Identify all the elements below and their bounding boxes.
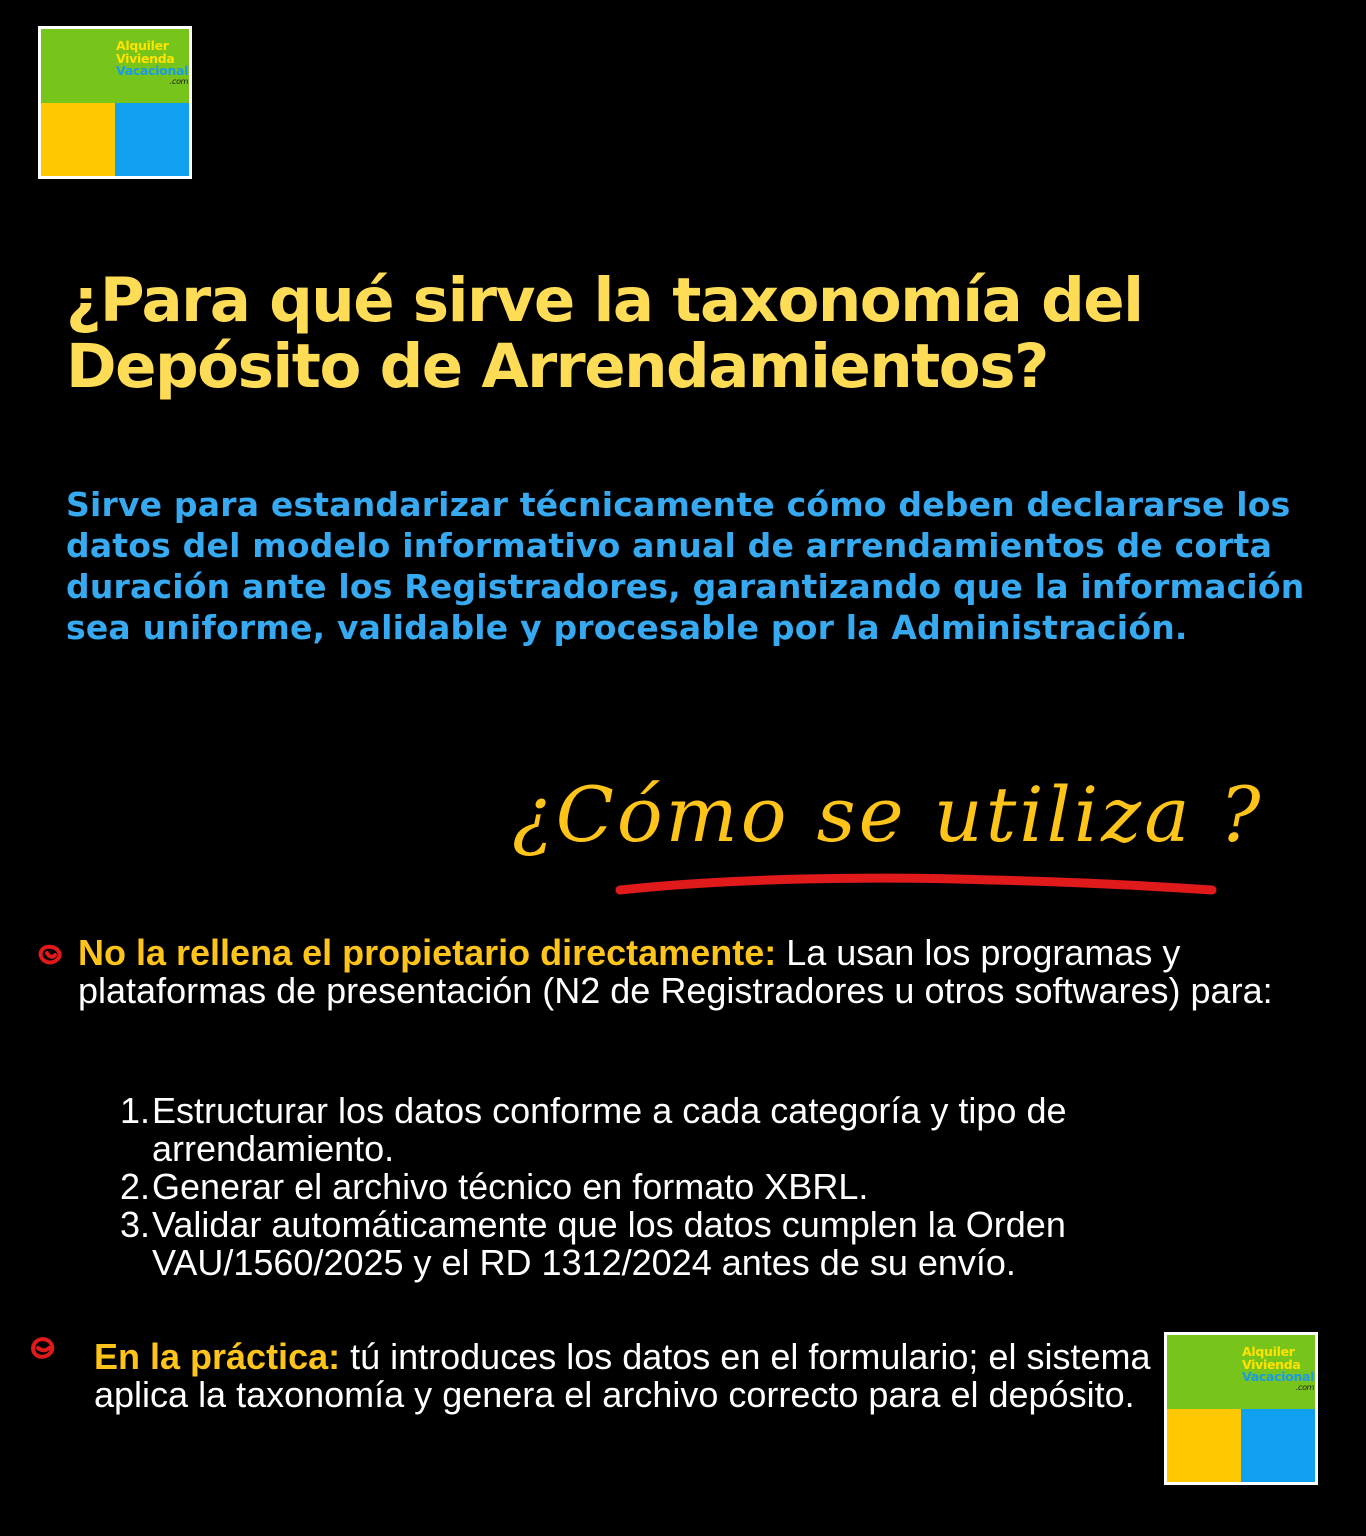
logo-line-3: Vacacional xyxy=(1242,1369,1315,1384)
logo-line-2: Vivienda xyxy=(116,50,175,66)
logo-text xyxy=(116,40,188,86)
section-owner-lead: No la rellena el propietario directamente: xyxy=(78,932,777,973)
logo-line-2: Vivienda xyxy=(1242,1356,1301,1372)
section-practice-text: tú introduces los datos en el formulario; el sistema aplica la taxonomía y genera el archivo correcto para el depósito. xyxy=(94,1336,1151,1415)
list-item xyxy=(110,1206,1310,1282)
list-item xyxy=(110,1168,1310,1206)
steps-list xyxy=(110,1092,1310,1282)
logo-line-4: .com xyxy=(1295,1382,1315,1392)
heading-underline xyxy=(612,872,1222,902)
step-text: Generar el archivo técnico en formato XBRL. xyxy=(152,1166,869,1207)
step-number: 2. xyxy=(119,1166,150,1207)
logo-text xyxy=(1242,1346,1314,1392)
step-number: 3. xyxy=(119,1204,150,1245)
how-heading: ¿Cómo se utiliza ? xyxy=(512,770,1264,859)
logo-square-blue xyxy=(115,103,189,177)
section-practice-lead: En la práctica: xyxy=(94,1336,341,1377)
intro-paragraph: Sirve para estandarizar técnicamente cómo deben declararse los datos del modelo informativo anual de arrendamientos de corta duración ante los Registradores, garantizando que la información sea uniforme, validable y procesable por la Administración. xyxy=(66,485,1305,647)
logo-line-1: Alquiler xyxy=(1242,1344,1295,1359)
step-text: Estructurar los datos conforme a cada categoría y tipo de arrendamiento. xyxy=(152,1090,1067,1169)
red-mark-icon xyxy=(30,1336,56,1362)
logo-bottom xyxy=(1164,1332,1318,1485)
logo-line-3: Vacacional xyxy=(116,63,189,78)
logo-line-4: .com xyxy=(169,76,189,86)
logo-square-green xyxy=(41,29,115,103)
logo-top xyxy=(38,26,192,179)
step-text: Validar automáticamente que los datos cumplen la Orden VAU/1560/2025 y el RD 1312/2024 antes de su envío. xyxy=(152,1204,1066,1283)
logo-square-yellow xyxy=(41,103,115,177)
logo-square-blue xyxy=(1241,1409,1315,1483)
section-owner-text: La usan los programas y plataformas de presentación (N2 de Registradores u otros softwares) para: xyxy=(78,932,1273,1011)
logo-line-1: Alquiler xyxy=(116,38,169,53)
section-practice xyxy=(94,1338,1154,1414)
step-number: 1. xyxy=(119,1090,150,1131)
logo-square-green xyxy=(1167,1335,1241,1409)
page-title: ¿Para qué sirve la taxonomía del Depósito de Arrendamientos? xyxy=(66,265,1143,402)
red-mark-icon xyxy=(38,944,64,966)
list-item xyxy=(110,1092,1310,1168)
section-owner xyxy=(78,934,1278,1010)
logo-square-yellow xyxy=(1167,1409,1241,1483)
